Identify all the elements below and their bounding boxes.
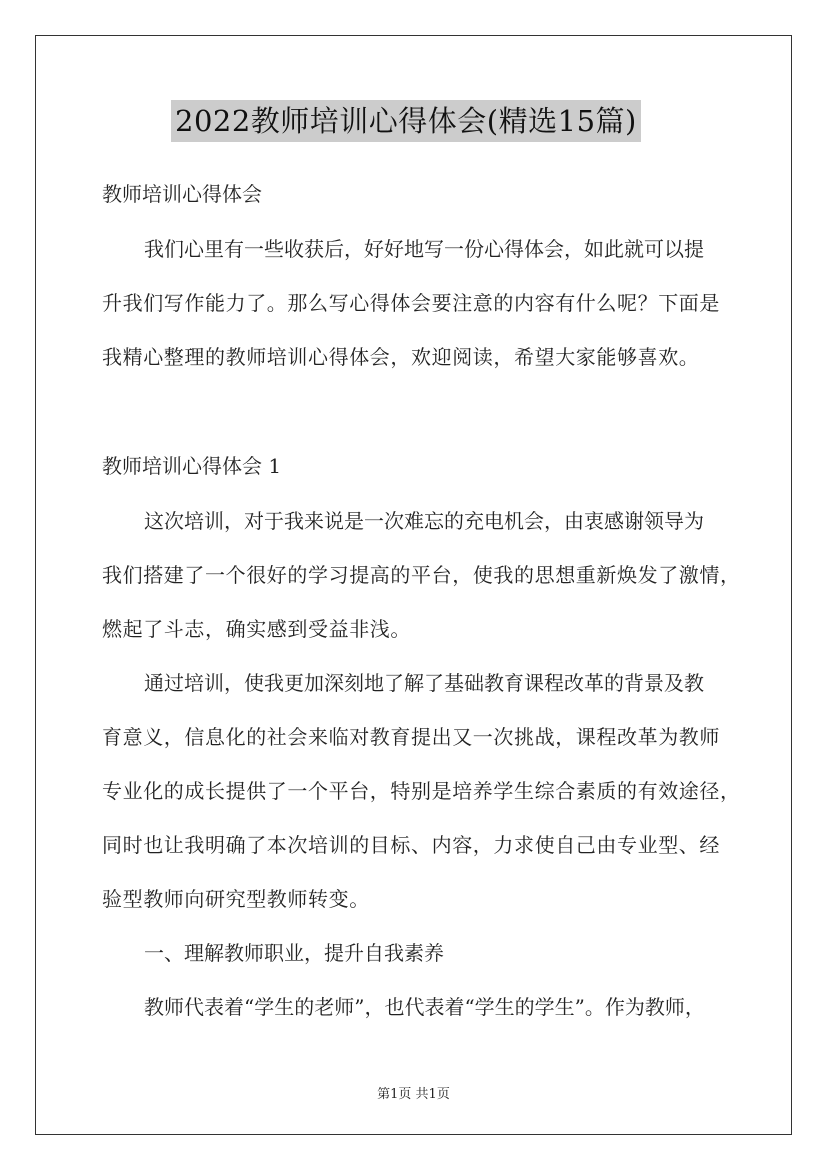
- section1-para1-line-1: 这次培训，对于我来说是一次难忘的充电机会，由衷感谢领导为: [144, 509, 704, 533]
- intro-line-1: 我们心里有一些收获后，好好地写一份心得体会，如此就可以提: [144, 237, 704, 261]
- section1-para1-line-3: 燃起了斗志，确实感到受益非浅。: [102, 617, 411, 641]
- section1-heading: 教师培训心得体会 1: [102, 454, 282, 478]
- intro-line-3: 我精心整理的教师培训心得体会，欢迎阅读，希望大家能够喜欢。: [102, 345, 700, 369]
- section1-para1-line-2: 我们搭建了一个很好的学习提高的平台，使我的思想重新焕发了激情，: [102, 563, 741, 587]
- section1-para2-line-3: 专业化的成长提供了一个平台，特别是培养学生综合素质的有效途径，: [102, 779, 741, 803]
- section1-para2-line-2: 育意义，信息化的社会来临对教育提出又一次挑战，课程改革为教师: [102, 725, 720, 749]
- intro-line-2: 升我们写作能力了。那么写心得体会要注意的内容有什么呢？下面是: [102, 291, 720, 315]
- intro-heading: 教师培训心得体会: [102, 182, 262, 206]
- document-title: 2022教师培训心得体会(精选15篇): [171, 100, 641, 142]
- page-indicator: 第1页 共1页: [377, 1087, 450, 1102]
- section1-para3-line-1: 教师代表着“学生的老师”，也代表着“学生的学生”。作为教师，: [144, 995, 705, 1019]
- subheading-1: 一、理解教师职业，提升自我素养: [144, 941, 444, 965]
- section1-para2-line-5: 验型教师向研究型教师转变。: [102, 887, 370, 911]
- section1-para2-line-4: 同时也让我明确了本次培训的目标、内容，力求使自己由专业型、经: [102, 833, 720, 857]
- section1-para2-line-1: 通过培训，使我更加深刻地了解了基础教育课程改革的背景及教: [144, 671, 704, 695]
